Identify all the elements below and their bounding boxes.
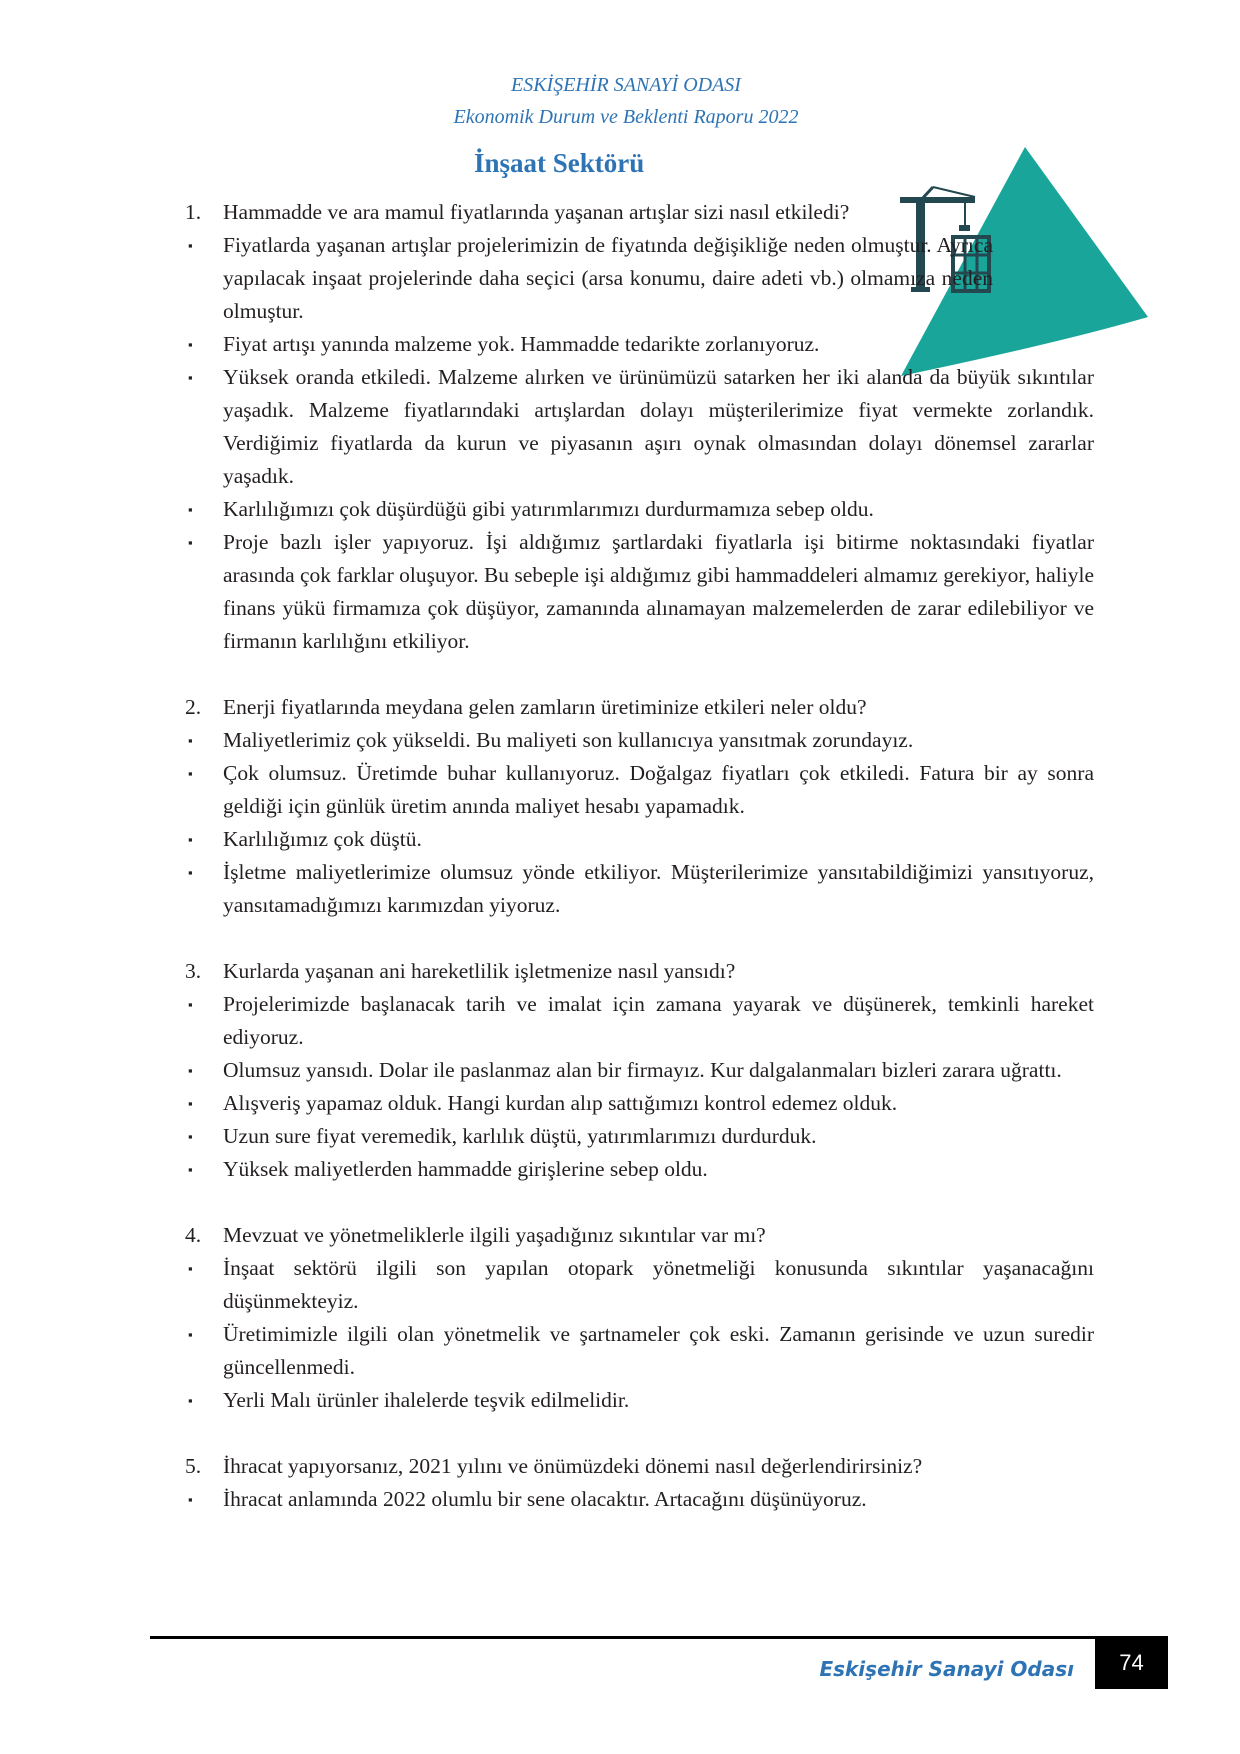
answer-item [180, 1384, 1094, 1417]
question-number: 1. [185, 200, 202, 224]
bullet-icon: ▪ [188, 1393, 193, 1408]
answer-text: Olumsuz yansıdı. Dolar ile paslanmaz alan bir firmayız. Kur dalgalanmaları bizleri zarara uğrattı. [223, 1058, 1062, 1082]
bullet-icon: ▪ [188, 1129, 193, 1144]
answer-text: Yüksek oranda etkiledi. Malzeme alırken ve ürünümüzü satarken her iki alanda da büyük sıkıntılar yaşadık. Malzeme fiyatlarındaki artışlardan dolayı müşterilerimize fiyat vermekte zorlandık. Verdiğimiz fiyatlarda da kurun ve piyasanın aşırı oynak olmasından dolayı dönemsel zararlar yaşadık. [223, 365, 1094, 488]
question-number: 2. [185, 695, 202, 719]
answer-item [180, 724, 1094, 757]
question-text: Enerji fiyatlarında meydana gelen zamların üretiminize etkileri neler oldu? [223, 695, 867, 719]
report-header-title: Ekonomik Durum ve Beklenti Raporu 2022 [453, 106, 799, 128]
section-gap [180, 1417, 1094, 1450]
bullet-icon: ▪ [188, 337, 193, 352]
footer-divider [150, 1636, 1100, 1639]
bullet-icon: ▪ [188, 1261, 193, 1276]
question-number: 3. [185, 959, 202, 983]
question-item [180, 1219, 1094, 1252]
answer-item [180, 856, 1094, 922]
question-text: Mevzuat ve yönetmeliklerle ilgili yaşadığınız sıkıntılar var mı? [223, 1223, 766, 1247]
answer-text: İhracat anlamında 2022 olumlu bir sene olacaktır. Artacağını düşünüyoruz. [223, 1487, 867, 1511]
question-text: Hammadde ve ara mamul fiyatlarında yaşanan artışlar sizi nasıl etkiledi? [223, 200, 850, 224]
answer-text: İnşaat sektörü ilgili son yapılan otopark yönetmeliği konusunda sıkıntılar yaşanacağını düşünmekteyiz. [223, 1256, 1094, 1313]
section-gap [180, 922, 1094, 955]
answer-text: Fiyatlarda yaşanan artışlar projelerimizin de fiyatında değişikliğe neden olmuştur. Ayrıca yapılacak inşaat projelerinde daha seçici (arsa konumu, daire adeti vb.) olmamıza neden olmuştur. [223, 233, 993, 323]
bullet-icon: ▪ [188, 238, 193, 253]
question-text: Kurlarda yaşanan ani hareketlilik işletmenize nasıl yansıdı? [223, 959, 736, 983]
bullet-icon: ▪ [188, 535, 193, 550]
bullet-icon: ▪ [188, 997, 193, 1012]
footer-org-name: Eskişehir Sanayi Odası [819, 1657, 1074, 1681]
question-item [180, 1450, 1094, 1483]
report-header-org: ESKİŞEHİR SANAYİ ODASI [511, 74, 741, 96]
bullet-icon: ▪ [188, 832, 193, 847]
bullet-icon: ▪ [188, 865, 193, 880]
answer-item [180, 1483, 1094, 1516]
bullet-icon: ▪ [188, 370, 193, 385]
answer-item [180, 1054, 1094, 1087]
page-title: İnşaat Sektörü [474, 148, 645, 178]
bullet-icon: ▪ [188, 1492, 193, 1507]
question-text: İhracat yapıyorsanız, 2021 yılını ve önümüzdeki dönemi nasıl değerlendirirsiniz? [223, 1454, 923, 1478]
section-gap [180, 658, 1094, 691]
answer-item [180, 493, 1094, 526]
question-item [180, 955, 1094, 988]
bullet-icon: ▪ [188, 766, 193, 781]
answer-text: Projelerimizde başlanacak tarih ve imalat için zamana yayarak ve düşünerek, temkinli hareket ediyoruz. [223, 992, 1094, 1049]
bullet-icon: ▪ [188, 1162, 193, 1177]
answer-text: Yüksek maliyetlerden hammadde girişlerine sebep oldu. [223, 1157, 708, 1181]
bullet-icon: ▪ [188, 1096, 193, 1111]
questionnaire-content [180, 196, 1094, 1516]
answer-item [180, 823, 1094, 856]
page-number: 74 [1095, 1636, 1168, 1689]
bullet-icon: ▪ [188, 502, 193, 517]
bullet-icon: ▪ [188, 1327, 193, 1342]
answer-item [180, 1252, 1094, 1318]
answer-text: Yerli Malı ürünler ihalelerde teşvik edilmelidir. [223, 1388, 630, 1412]
answer-item [180, 229, 993, 328]
answer-text: Karlılığımızı çok düşürdüğü gibi yatırımlarımızı durdurmamıza sebep oldu. [223, 497, 874, 521]
answer-text: Fiyat artışı yanında malzeme yok. Hammadde tedarikte zorlanıyoruz. [223, 332, 820, 356]
answer-text: Uzun sure fiyat veremedik, karlılık düştü, yatırımlarımızı durdurduk. [223, 1124, 817, 1148]
answer-item [180, 1120, 1094, 1153]
answer-item [180, 988, 1094, 1054]
answer-text: Karlılığımız çok düştü. [223, 827, 422, 851]
answer-item [180, 1318, 1094, 1384]
answer-item [180, 757, 1094, 823]
answer-item [180, 526, 1094, 658]
answer-text: Proje bazlı işler yapıyoruz. İşi aldığımız şartlardaki fiyatlarla işi bitirme noktasındaki fiyatlar arasında çok farklar oluşuyor. Bu sebeple işi aldığımız gibi hammaddeleri almamız gerekiyor, haliyle finans yükü firmamıza çok düşüyor, zamanında alınamayan malzemelerden de zarar edilebiliyor ve firmanın karlılığını etkiliyor. [223, 530, 1094, 653]
answer-item [180, 361, 1094, 493]
bullet-icon: ▪ [188, 1063, 193, 1078]
answer-text: İşletme maliyetlerimize olumsuz yönde etkiliyor. Müşterilerimize yansıtabildiğimizi yansıtıyoruz, yansıtamadığımızı karımızdan yiyoruz. [223, 860, 1094, 917]
answer-item [180, 1087, 1094, 1120]
bullet-icon: ▪ [188, 733, 193, 748]
question-item [180, 691, 1094, 724]
section-gap [180, 1186, 1094, 1219]
answer-text: Üretimimizle ilgili olan yönetmelik ve şartnameler çok eski. Zamanın gerisinde ve uzun suredir güncellenmedi. [223, 1322, 1094, 1379]
question-item [180, 196, 1094, 229]
answer-item [180, 1153, 1094, 1186]
answer-text: Çok olumsuz. Üretimde buhar kullanıyoruz. Doğalgaz fiyatları çok etkiledi. Fatura bir ay sonra geldiği için günlük üretim anında maliyet hesabı yapamadık. [223, 761, 1094, 818]
answer-text: Alışveriş yapamaz olduk. Hangi kurdan alıp sattığımızı kontrol edemez olduk. [223, 1091, 898, 1115]
question-number: 5. [185, 1454, 202, 1478]
question-number: 4. [185, 1223, 202, 1247]
answer-item [180, 328, 943, 361]
answer-text: Maliyetlerimiz çok yükseldi. Bu maliyeti son kullanıcıya yansıtmak zorundayız. [223, 728, 914, 752]
